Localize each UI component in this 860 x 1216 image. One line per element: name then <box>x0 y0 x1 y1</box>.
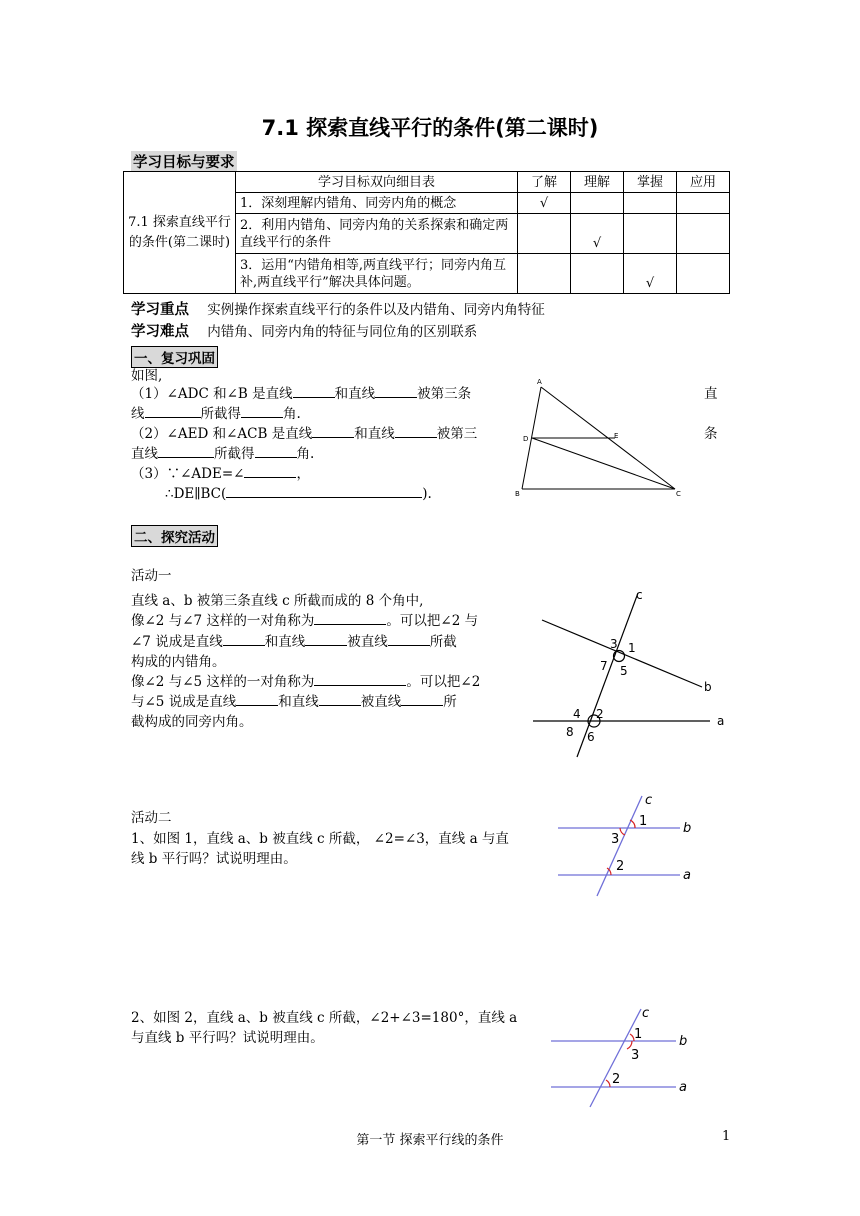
key-label: 学习重点 <box>131 301 189 318</box>
angle-3: 3 <box>631 1048 640 1063</box>
difficulty-label: 学习难点 <box>131 323 189 340</box>
check-mark: √ <box>571 214 624 254</box>
parallel-figure-1 <box>555 790 700 902</box>
activity1-l1: 直线 a、b 被第三条直线 c 所截而成的 8 个角中, <box>131 593 424 609</box>
activity2-p2b: 与直线 b 平行吗？试说明理由。 <box>131 1030 324 1046</box>
label-A: A <box>537 378 542 386</box>
objective-text: 3．运用“内错角相等,两直线平行；同旁内角互补,两直线平行”解决具体问题。 <box>236 254 518 294</box>
review-heading: 一、复习巩固 <box>131 346 218 368</box>
activity1-l4: 构成的内错角。 <box>131 654 226 670</box>
objectives-table <box>123 171 730 294</box>
review-q1-line2: 线 所截得 角. <box>131 406 301 422</box>
parallel-figure-2 <box>548 1003 698 1111</box>
label-E: E <box>614 432 619 440</box>
angle-6: 6 <box>587 730 595 744</box>
activity1-l5: 像∠2 与∠5 这样的一对角称为 。可以把∠2 <box>131 674 481 690</box>
activity1-heading: 活动一 <box>131 568 172 584</box>
triangle-figure <box>505 375 695 505</box>
activity1-l3: ∠7 说成是直线 和直线 被直线 所截 <box>131 634 457 650</box>
activity2-p2a: 2、如图 2，直线 a、b 被直线 c 所截，∠2+∠3=180°，直线 a <box>131 1010 518 1026</box>
angle-7: 7 <box>600 659 608 673</box>
table-row-header: 7.1 探索直线平行的条件(第二课时) <box>124 172 236 294</box>
table-col-header: 学习目标双向细目表 <box>236 172 518 193</box>
label-a: a <box>717 714 725 728</box>
key-point <box>131 299 545 321</box>
difficulty-text: 内错角、同旁内角的特征与同位角的区别联系 <box>207 324 478 340</box>
review-q3-line2: ∴DE∥BC( ). <box>165 486 432 502</box>
angle-3: 3 <box>611 832 620 847</box>
eight-angle-figure <box>530 585 735 765</box>
label-a: a <box>679 1080 687 1095</box>
activity2-p1a: 1、如图 1，直线 a、b 被直线 c 所截， ∠2=∠3，直线 a 与直 <box>131 831 509 847</box>
angle-4: 4 <box>573 707 581 721</box>
angle-2: 2 <box>616 859 625 874</box>
angle-1: 1 <box>634 1027 643 1042</box>
activity2-heading: 活动二 <box>131 810 172 826</box>
angle-2: 2 <box>596 707 604 721</box>
key-text: 实例操作探索直线平行的条件以及内错角、同旁内角特征 <box>207 302 545 318</box>
objectives-heading: 学习目标与要求 <box>131 151 237 172</box>
level-header: 应用 <box>677 172 730 193</box>
activity1-l2: 像∠2 与∠7 这样的一对角称为 。可以把∠2 与 <box>131 613 479 629</box>
label-c: c <box>636 588 643 602</box>
angle-3: 3 <box>610 637 618 651</box>
review-q2: （2）∠AED 和∠ACB 是直线 和直线 被第三 <box>131 426 478 442</box>
review-q1-tail: 直 <box>704 386 718 402</box>
angle-8: 8 <box>566 725 574 739</box>
label-c: c <box>645 793 653 808</box>
objective-text: 1．深刻理解内错角、同旁内角的概念 <box>236 193 518 214</box>
level-header: 掌握 <box>624 172 677 193</box>
level-header: 理解 <box>571 172 624 193</box>
review-intro: 如图, <box>131 368 163 384</box>
review-q1: （1）∠ADC 和∠B 是直线 和直线 被第三条 <box>131 386 472 402</box>
objective-text: 2．利用内错角、同旁内角的关系探索和确定两直线平行的条件 <box>236 214 518 254</box>
check-mark: √ <box>624 254 677 294</box>
label-b: b <box>683 821 692 836</box>
activity1-l6: 与∠5 说成是直线 和直线 被直线 所 <box>131 694 457 710</box>
activity1-l7: 截构成的同旁内角。 <box>131 714 253 730</box>
page-number: 1 <box>722 1129 731 1144</box>
label-a: a <box>683 868 691 883</box>
explore-heading: 二、探究活动 <box>131 525 218 547</box>
review-q2-line2: 直线 所截得 角. <box>131 446 315 462</box>
check-mark: √ <box>518 193 571 214</box>
review-q2-tail: 条 <box>704 426 718 442</box>
angle-2: 2 <box>612 1072 621 1087</box>
level-header: 了解 <box>518 172 571 193</box>
label-b: b <box>679 1034 688 1049</box>
angle-1: 1 <box>628 641 636 655</box>
angle-5: 5 <box>620 664 628 678</box>
label-b: b <box>704 680 712 694</box>
label-B: B <box>515 490 520 498</box>
footer-title: 第一节 探索平行线的条件 <box>356 1133 504 1148</box>
angle-1: 1 <box>639 814 648 829</box>
label-C: C <box>676 490 681 498</box>
review-q3: （3）∵∠ADE=∠ ， <box>131 466 310 482</box>
label-D: D <box>523 435 529 443</box>
label-c: c <box>642 1006 650 1021</box>
activity2-p1b: 线 b 平行吗？试说明理由。 <box>131 851 297 867</box>
page-title: 7.1 探索直线平行的条件(第二课时) <box>261 116 599 140</box>
difficulty <box>131 321 477 343</box>
